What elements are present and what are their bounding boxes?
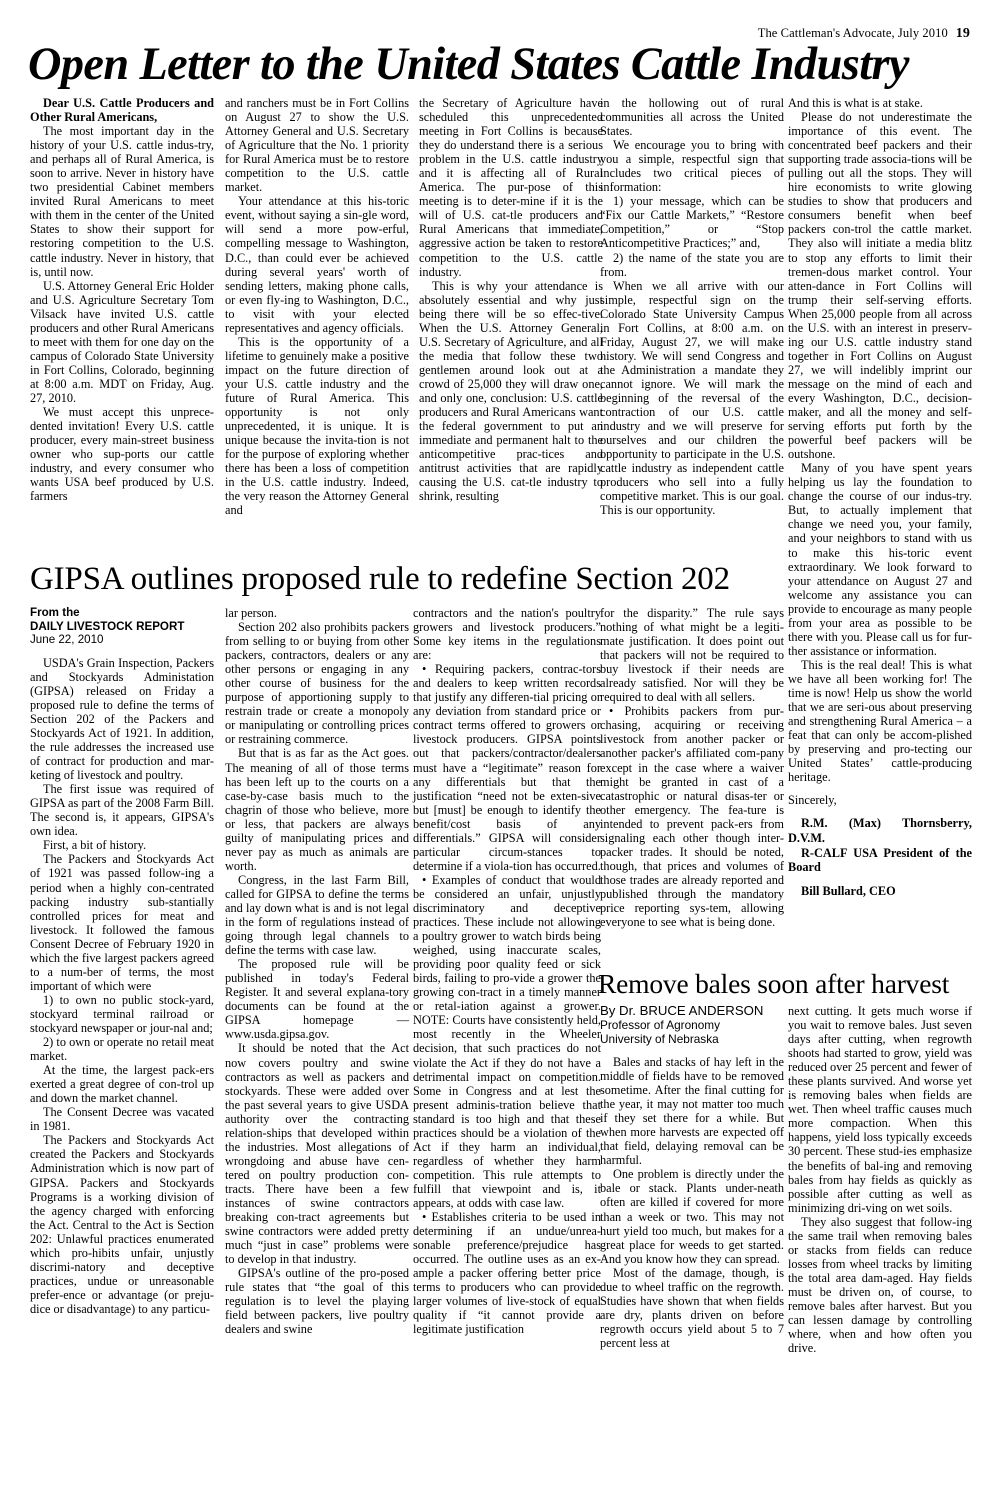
paragraph: When we all arrive with our simple, respectful sign on the Colorado State University Campus in Fort Collins, at 8:00 a.m. on Friday, August 27, we will make history. We will send Congress and the Administration a mandate they cannot ignore. We will mark the beginning of the reversal of the contraction of our U.S. cattle industry and we will preserve for ourselves and our children the opportunity to participate in the U.S. cattle industry as independent cattle producers who sell into a fully competitive market. This is our goal. This is our opportunity. (600, 278, 784, 518)
paragraph: The Consent Decree was vacated in 1981. (30, 1105, 214, 1134)
bullet-paragraph: • Requiring packers, contrac-tors and dealers to keep written records that justify any differen-tial pricing or any deviation from standard price or contract terms offered to growers or livestock producers. GIPSA points out that packers/contractor/dealers must have a “legitimate” reason for any differentials but that the justification “need not be exten-sive but [must] be enough to identify the benefit/cost basis of any differentials.” GIPSA will consider particular circum-stances to determine if a viola-tion has occurred. (413, 662, 601, 873)
paragraph: Most of the damage, though, is due to wheel traffic on the regrowth. Studies have shown that when fields are dry, plants driven on before regrowth occurs yield about 5 to 7 percent less at (600, 1265, 784, 1350)
paragraph: It should be noted that the Act now covers poultry and swine contractors as well as packers and stockyards. These were added over the past several years to give USDA authority over the contracting relation-ships that developed within the industries. Most allegations of wrongdoing and abuse have cen-tered on poultry production con-tracts. There have been a few instances of swine contractors breaking con-tract agreements but swine contractors were added pretty much “just in case” problems were to develop in that industry. (225, 1041, 409, 1267)
paragraph: The proposed rule will be published in today's Federal Register. It and several explana-tory documents can be found at the GIPSA homepage — www.usda.gipsa.gov. (225, 957, 409, 1042)
closing: Sincerely, (788, 793, 837, 808)
open-letter-column-1 (30, 96, 214, 503)
paragraph: Bales and stacks of hay left in the middle of fields have to be removed sometime. After the final cutting for the year, it may not matter too much if they set there for a while. But when more harvests are expected off that field, delaying removal can be harmful. (600, 1055, 784, 1168)
page-number: 19 (955, 26, 970, 41)
bullet-paragraph: • Examples of conduct that would be considered an unfair, unjustly discriminatory and deceptive practices. These include not allowing a poultry grower to watch birds being weighed, using inaccurate scales, providing poor quality feed or sick birds, failing to pro-vide a grower the growing con-tract in a timely manner or retal-iation against a grower. NOTE: Courts have consistently held, most recently in the Wheeler decision, that such practices do not violate the Act if they do not have a detrimental impact on competition. Some in Congress and at lest the present adminis-tration believe that standard is too high and that these practices should be a violation of the Act if they harm an individual, regardless of whether they harm competition. This rule attempts to fulfill that viewpoint and is, it appears, at odds with case law. (413, 872, 601, 1210)
paragraph: The Packers and Stockyards Act created the Packers and Stockyards Administration which is now part of GIPSA. Packers and Stockyards Programs is a working division of the agency charged with enforcing the Act. Central to the Act is Section 202: Unlawful practices enumerated which pro-hibits unfair, unjustly discrimi-natory and deceptive practices, undue or unreasonable prefer-ence or advantage (or preju-dice or disadvantage) to any particu- (30, 1133, 214, 1316)
open-letter-headline: Open Letter to the United States Cattle Industry (28, 38, 909, 90)
gipsa-column-1 (30, 606, 214, 1316)
paragraph: Please do not underestimate the importance of this event. The concentrated beef packers and their supporting trade associa-tions will be pulling out all the stops. They will hire economists to write glowing studies to show that producers and consumers benefit when beef packers con-trol the cattle market. They also will initiate a media blitz to stop any efforts to limit their tremen-dous market control. Your atten-dance in Fort Collins will trump their self-serving efforts. When 25,000 people from all across the U.S. with an interest in preserv-ing our U.S. cattle industry stand together in Fort Collins on August 27, we will indelibly imprint our message on the mind of each and every Washington, D.C., decision-maker, and all the money and self-serving efforts put forth by the powerful beef packers will be outshone. (788, 110, 972, 462)
paragraph: This is why your attendance is absolutely essential and why just being there will be so effec-tive. When the U.S. Attorney General, U.S. Secretary of Agriculture, and all the media that follow these two gentlemen around look out at a crowd of 25,000 they will draw one, and only one, conclusion: U.S. cattle producers and Rural Americans want the federal government to put an immediate and permanent halt to the anticompetitive prac-tices and antitrust activities that are rapidly causing the U.S. cat-tle industry to shrink, resulting (419, 278, 603, 504)
paragraph: Many of you have spent years helping us lay the foundation to change the course of our indus-try. But, to actually implement that change we need you, your family, and your neighbors to stand with us to make this his-toric event extraordinary. We look forward to your attendance on August 27 and welcome any assistance you can provide to encourage as many people from your area as possible to be there with you. Please call us for fur-ther assistance or information. (788, 461, 972, 658)
paragraph: in the hollowing out of rural communities all across the United States. (600, 96, 784, 139)
paragraph: next cutting. It gets much worse if you wait to remove bales. Just seven days after cutting, when regrowth shoots had started to grow, yield was reduced over 25 percent and fewer of these plants survived. And worse yet is removing bales when fields are wet. Then wheel traffic causes much more compaction. When this happens, yield loss typically exceeds 30 percent. These stud-ies emphasize the benefits of bal-ing and removing bales from hay fields as quickly as possible after cutting as well as minimizing dri-ving on wet soils. (788, 1004, 972, 1215)
bales-headline: Remove bales soon after harvest (598, 968, 950, 999)
paragraph: 2) the name of the state you are from. (600, 250, 784, 279)
paragraph: At the time, the largest pack-ers exerted a great degree of con-trol up and down the market channel. (30, 1063, 214, 1106)
paragraph: This is the real deal! This is what we have all been working for! The time is now! Help us show the world that we are seri-ous about preserving and strengthening Rural America – a feat that can only be accom-plished by preserving and pro-tecting our United States’ cattle-producing heritage. (788, 657, 972, 785)
paragraph: 1) your message, which can be “Fix our Cattle Markets,” “Restore Competition,” or “Stop Anticompetitive Practices;” and, (600, 194, 784, 251)
open-letter-column-5 (788, 96, 972, 898)
paragraph: U.S. Attorney General Eric Holder and U.S. Agriculture Secretary Tom Vilsack have invited U.S. cattle producers and other Rural Americans to meet with them for one day on the campus of Colorado State University in Fort Collins, Colorado, beginning at 8:00 a.m. MDT on Friday, Aug. 27, 2010. (30, 278, 214, 405)
paragraph: lar person. (225, 606, 277, 620)
paragraph: 2) to own or operate no retail meat market. (30, 1035, 214, 1064)
paragraph: The Packers and Stockyards Act of 1921 was passed follow-ing a period when a highly con-centrated packing industry sub-stantially controlled prices for meat and livestock. It followed the famous Consent Decree of February 1920 in which the five largest packers agreed to a num-ber of terms, the most important of which were (30, 852, 214, 993)
paragraph: GIPSA's outline of the pro-posed rule states that “the goal of this regulation is to level the playing field between packers, live poultry dealers and swine (225, 1266, 409, 1337)
paragraph: Congress, in the last Farm Bill, called for GIPSA to define the terms and lay down what is and is not legal in the form of regulations instead of going through legal channels to define the terms with case law. (225, 872, 409, 958)
paragraph: They also suggest that follow-ing the same trail when removing bales or stacks from fields can reduce losses from wheel tracks by limiting the total area dam-aged. Hay fields must be driven on, of course, to remove bales after harvest. But you can lessen damage by controlling where, when and how often you drive. (788, 1214, 972, 1356)
bales-byline (600, 1004, 784, 1046)
paragraph: contractors and the nation's poultry growers and livestock producers.” Some key items in the regulations are: (413, 606, 601, 663)
gipsa-headline: GIPSA outlines proposed rule to redefine Section 202 (30, 561, 730, 597)
paragraph: First, a bit of history. (43, 838, 147, 853)
paragraph: Your attendance at this his-toric event, without saying a sin-gle word, will send a more pow-erful, compelling message to Washington, D.C., than could ever be achieved during several years' worth of sending letters, making phone calls, or even fly-ing to Washington, D.C., to visit with your elected representatives and agency officials. (225, 194, 409, 335)
bales-column-2 (788, 1004, 972, 1355)
signature-title: R-CALF USA President of the Board (788, 845, 972, 875)
paragraph: One problem is directly under the bale or stack. Plants under-neath often are killed if covered for more than a week or two. This may not hurt yield too much, but makes for a great place for weeds to get started. And you know how they can spread. (600, 1167, 784, 1266)
open-letter-column-4 (600, 96, 784, 517)
byline-title: Professor of Agronomy (600, 1018, 720, 1032)
paragraph: But that is as far as the Act goes. The meaning of all of those terms has been left up to the courts on a case-by-case basis much to the chagrin of those who believe, more or less, that packers are always guilty of manipulating prices and never pay as much as animals are worth. (225, 746, 409, 873)
paragraph: for the disparity.” The rule says nothing of what might be a legiti-mate justification. It does point out that packers will not be required to buy livestock if their needs are already satisfied. Nor will they be required to deal with all sellers. (600, 606, 784, 705)
gipsa-column-4 (600, 606, 784, 929)
byline-line-1: From the (30, 606, 80, 619)
salutation: Dear U.S. Cattle Producers and Other Rural Americans, (30, 96, 214, 125)
byline-line-2: DAILY LIVESTOCK REPORT (30, 619, 185, 633)
gipsa-column-3 (413, 606, 601, 1336)
gipsa-byline (30, 606, 214, 647)
paragraph: The most important day in the history of your U.S. cattle indus-try, and perhaps all of Rural America, is soon to arrive. Never in history have two presidential Cabinet members invited Rural Americans to meet with them in the center of the United States to show their support for restoring competition to the U.S. cattle industry. Never in history, that is, until now. (30, 124, 214, 279)
byline-author: By Dr. BRUCE ANDERSON (600, 1003, 764, 1018)
paragraph: We encourage you to bring with you a simple, respectful sign that includes two critical pieces of information: (600, 138, 784, 195)
signature-name: R.M. (Max) Thornsberry, D.V.M. (788, 816, 972, 845)
signature-ceo: Bill Bullard, CEO (801, 883, 896, 898)
open-letter-column-3 (419, 96, 603, 503)
paragraph: And this is what is at stake. (788, 96, 923, 110)
paragraph: We must accept this unprece-dented invitation! Every U.S. cattle producer, every main-street business owner who sup-ports our cattle industry, and every consumer who wants USA beef produced by U.S. farmers (30, 405, 214, 504)
paragraph: USDA's Grain Inspection, Packers and Stockyards Administation (GIPSA) released on Friday a proposed rule to define the terms of Section 202 of the Packers and Stockyards Act of 1921. In addition, the rule addresses the increased use of contract for production and mar-keting of livestock and poultry. (30, 655, 214, 783)
paragraph: and ranchers must be in Fort Collins on August 27 to show the U.S. Attorney General and U.S. Secretary of Agriculture that the No. 1 priority for Rural America must be to restore competition to the U.S. cattle market. (225, 96, 409, 195)
byline-affiliation: University of Nebraska (600, 1032, 719, 1046)
paragraph: Section 202 also prohibits packers from selling to or buying from other packers, contractors, dealers or any other persons or engaging in any other course of business for the purpose of apportioning supply to restrain trade or create a monopoly or manipulating or controlling prices or restraining commerce. (225, 620, 409, 747)
open-letter-column-2 (225, 96, 409, 517)
paragraph: 1) to own no public stock-yard, stockyard terminal railroad or stockyard newspaper or jour-nal and; (30, 992, 214, 1035)
bullet-paragraph: • Prohibits packers from pur-chasing, acquiring or receiving livestock from another packer or another packer's affiliated com-pany except in the case where a waiver might be granted in cast of a catastrophic or natural disas-ter or other emergency. The fea-ture is intended to prevent pack-ers from signaling each other though inter-packer trades. It should be noted, though, that prices and volumes of those trades are already reported and published through the mandatory price reporting sys-tem, allowing everyone to see what is being done. (600, 704, 784, 930)
paragraph: the Secretary of Agriculture have scheduled this unprecedented meeting in Fort Collins is because they do understand there is a serious problem in the U.S. cattle industry and it is affecting all of Rural America. The pur-pose of this meeting is to deter-mine if it is the will of U.S. cat-tle producers and Rural Americans that immediate, aggressive action be taken to restore competition to the U.S. cattle industry. (419, 96, 603, 279)
publication-line: The Cattleman's Advocate, July 2010 (757, 26, 948, 40)
paragraph: This is the opportunity of a lifetime to genuinely make a positive impact on the future direction of your U.S. cattle industry and the future of Rural America. This opportunity is not only unprecedented, it is unique. It is unique because the invita-tion is not for the purpose of exploring whether there has been a loss of competition in the U.S. cattle industry. Indeed, the very reason the Attorney General and (225, 334, 409, 518)
paragraph: The first issue was required of GIPSA as part of the 2008 Farm Bill. The second is, it appears, GIPSA's own idea. (30, 782, 214, 839)
bullet-paragraph: • Establishes criteria to be used in determining if an undue/unrea-sonable preference/prejudice has occurred. The outline uses as an ex-ample a packer offering better price terms to producers who can provide larger volumes of live-stock of equal quality if “it cannot provide a legitimate justification (413, 1210, 601, 1337)
byline-date: June 22, 2010 (30, 633, 104, 647)
gipsa-column-2 (225, 606, 409, 1336)
bales-column-1 (600, 1004, 784, 1350)
